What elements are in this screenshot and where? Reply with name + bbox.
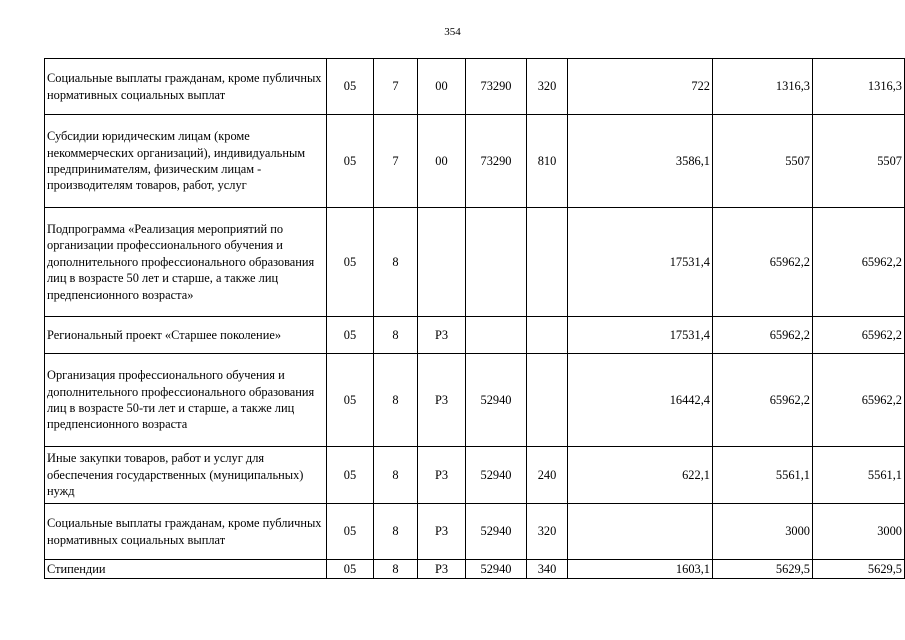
program-code: Р3 — [418, 560, 466, 579]
program-code: 00 — [418, 115, 466, 208]
section-code: 05 — [327, 354, 374, 447]
row-description: Субсидии юридическим лицам (кроме некоммерческих организаций), индивидуальным предпринимателям, физическим лицам - производителям товаров, работ, услуг — [45, 115, 327, 208]
direction-code: 73290 — [466, 59, 527, 115]
row-description: Иные закупки товаров, работ и услуг для обеспечения государственных (муниципальных) нужд — [45, 447, 327, 504]
section-code: 05 — [327, 208, 374, 317]
section-code: 05 — [327, 115, 374, 208]
amount-1: 1603,1 — [568, 560, 713, 579]
amount-3: 1316,3 — [813, 59, 905, 115]
direction-code: 52940 — [466, 354, 527, 447]
section-code: 05 — [327, 59, 374, 115]
table-row — [45, 504, 905, 560]
amount-3: 65962,2 — [813, 354, 905, 447]
amount-3: 65962,2 — [813, 208, 905, 317]
subsection-code: 8 — [374, 354, 418, 447]
direction-code: 52940 — [466, 504, 527, 560]
row-description: Стипендии — [45, 560, 327, 579]
amount-1 — [568, 504, 713, 560]
amount-3: 65962,2 — [813, 317, 905, 354]
subsection-code: 7 — [374, 115, 418, 208]
expense-type-code — [527, 317, 568, 354]
amount-3: 3000 — [813, 504, 905, 560]
row-description: Региональный проект «Старшее поколение» — [45, 317, 327, 354]
program-code — [418, 208, 466, 317]
section-code: 05 — [327, 317, 374, 354]
section-code: 05 — [327, 504, 374, 560]
expense-type-code: 320 — [527, 504, 568, 560]
amount-2: 5507 — [713, 115, 813, 208]
expense-type-code: 320 — [527, 59, 568, 115]
expense-type-code: 240 — [527, 447, 568, 504]
table-row — [45, 447, 905, 504]
amount-2: 65962,2 — [713, 354, 813, 447]
program-code: Р3 — [418, 447, 466, 504]
table-row — [45, 208, 905, 317]
amount-3: 5629,5 — [813, 560, 905, 579]
amount-1: 17531,4 — [568, 208, 713, 317]
program-code: Р3 — [418, 354, 466, 447]
table-row — [45, 560, 905, 579]
expense-type-code — [527, 354, 568, 447]
subsection-code: 8 — [374, 504, 418, 560]
direction-code: 73290 — [466, 115, 527, 208]
row-description: Организация профессионального обучения и дополнительного профессионального образования лиц в возрасте 50-ти лет и старше, а также лиц предпенсионного возраста — [45, 354, 327, 447]
amount-1: 622,1 — [568, 447, 713, 504]
amount-3: 5561,1 — [813, 447, 905, 504]
direction-code — [466, 208, 527, 317]
direction-code: 52940 — [466, 560, 527, 579]
section-code: 05 — [327, 560, 374, 579]
table-row — [45, 115, 905, 208]
amount-3: 5507 — [813, 115, 905, 208]
subsection-code: 8 — [374, 317, 418, 354]
direction-code — [466, 317, 527, 354]
amount-1: 16442,4 — [568, 354, 713, 447]
program-code: 00 — [418, 59, 466, 115]
direction-code: 52940 — [466, 447, 527, 504]
page-number: 354 — [444, 26, 461, 38]
table-row — [45, 317, 905, 354]
expense-type-code: 340 — [527, 560, 568, 579]
amount-1: 17531,4 — [568, 317, 713, 354]
subsection-code: 8 — [374, 208, 418, 317]
expense-type-code: 810 — [527, 115, 568, 208]
subsection-code: 7 — [374, 59, 418, 115]
amount-2: 65962,2 — [713, 208, 813, 317]
amount-2: 5561,1 — [713, 447, 813, 504]
amount-1: 722 — [568, 59, 713, 115]
row-description: Социальные выплаты гражданам, кроме публичных нормативных социальных выплат — [45, 504, 327, 560]
amount-2: 65962,2 — [713, 317, 813, 354]
table-row — [45, 354, 905, 447]
subsection-code: 8 — [374, 560, 418, 579]
program-code: Р3 — [418, 317, 466, 354]
subsection-code: 8 — [374, 447, 418, 504]
row-description: Подпрограмма «Реализация мероприятий по организации профессионального обучения и дополнительного профессионального образования лиц в возрасте 50 лет и старше, а также лиц предпенсионного возраста» — [45, 208, 327, 317]
row-description: Социальные выплаты гражданам, кроме публичных нормативных социальных выплат — [45, 59, 327, 115]
expense-type-code — [527, 208, 568, 317]
program-code: Р3 — [418, 504, 466, 560]
amount-2: 3000 — [713, 504, 813, 560]
budget-table — [44, 58, 905, 579]
section-code: 05 — [327, 447, 374, 504]
amount-2: 1316,3 — [713, 59, 813, 115]
amount-2: 5629,5 — [713, 560, 813, 579]
amount-1: 3586,1 — [568, 115, 713, 208]
table-row — [45, 59, 905, 115]
